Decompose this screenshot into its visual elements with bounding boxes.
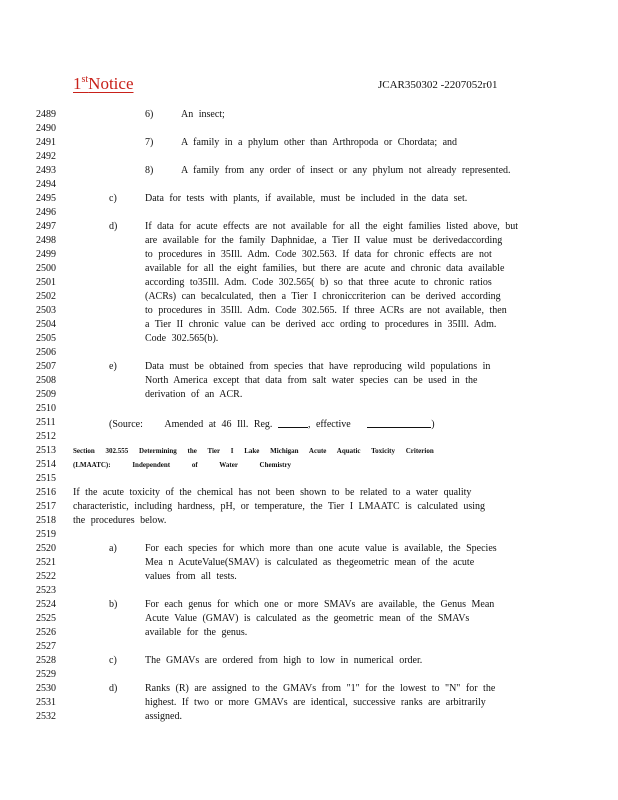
paragraph-line: Data must be obtained from species that have reproducing wild populations in	[145, 361, 491, 372]
paragraph-line: a Tier II chronic value can be derived acc ording to procedures in 35Ill. Adm.	[145, 319, 497, 330]
line-number: 2494	[36, 179, 56, 190]
line-number: 2515	[36, 473, 56, 484]
subsection-label: a)	[109, 543, 117, 554]
line-number: 2529	[36, 669, 56, 680]
line-number: 2489	[36, 109, 56, 120]
line-number: 2516	[36, 487, 56, 498]
paragraph-line: If data for acute effects are not available for all the eight families listed above, but	[145, 221, 519, 232]
paragraph-line: North America except that data from salt water species can be used in the	[145, 375, 478, 386]
line-number: 2512	[36, 431, 56, 442]
register-blank	[278, 416, 308, 428]
line-number: 2497	[36, 221, 56, 232]
effective-date-blank	[367, 416, 431, 428]
source-close: )	[431, 419, 435, 430]
subsection-label: d)	[109, 683, 118, 694]
notice-ordinal: 1	[73, 74, 82, 93]
paragraph-line: the procedures below.	[73, 515, 167, 526]
line-number: 2530	[36, 683, 56, 694]
line-number: 2524	[36, 599, 56, 610]
line-number: 2501	[36, 277, 56, 288]
paragraph-line: to procedures in 35Ill. Adm. Code 302.565. If three ACRs are not available, then	[145, 305, 507, 316]
line-number: 2491	[36, 137, 56, 148]
line-number: 2517	[36, 501, 56, 512]
line-number: 2513	[36, 445, 56, 456]
line-number: 2505	[36, 333, 56, 344]
line-number: 2508	[36, 375, 56, 386]
document-code: JCAR350302 -2207052r01	[378, 79, 498, 91]
line-number: 2504	[36, 319, 56, 330]
paragraph-line: assigned.	[145, 711, 182, 722]
line-number: 2500	[36, 263, 56, 274]
line-number: 2520	[36, 543, 56, 554]
item-number: 6)	[145, 109, 154, 120]
line-number: 2511	[36, 417, 56, 428]
paragraph-line: Data for tests with plants, if available, must be included in the data set.	[145, 193, 468, 204]
line-number: 2502	[36, 291, 56, 302]
line-number: 2499	[36, 249, 56, 260]
line-number: 2518	[36, 515, 56, 526]
line-number: 2531	[36, 697, 56, 708]
paragraph-line: (ACRs) can becalculated, then a Tier I chroniccriterion can be derived according	[145, 291, 501, 302]
paragraph-line: Acute Value (GMAV) is calculated as the geometric mean of the SMAVs	[145, 613, 470, 624]
paragraph-line: Code 302.565(b).	[145, 333, 219, 344]
source-label: (Source:	[109, 419, 143, 430]
line-number: 2525	[36, 613, 56, 624]
item-text: A family in a phylum other than Arthropoda or Chordata; and	[181, 137, 458, 148]
line-number: 2510	[36, 403, 56, 414]
paragraph-line: Ranks (R) are assigned to the GMAVs from "1" for the lowest to "N" for the	[145, 683, 496, 694]
line-number: 2522	[36, 571, 56, 582]
paragraph-line: available for all the eight families, but there are acute and chronic data available	[145, 263, 505, 274]
paragraph-line: Mea n AcuteValue(SMAV) is calculated as thegeometric mean of the acute	[145, 557, 475, 568]
line-number: 2503	[36, 305, 56, 316]
line-number: 2509	[36, 389, 56, 400]
line-number: 2523	[36, 585, 56, 596]
subsection-label: c)	[109, 655, 117, 666]
line-number: 2532	[36, 711, 56, 722]
item-text: An insect;	[181, 109, 225, 120]
paragraph-line: derivation of an ACR.	[145, 389, 243, 400]
notice-ordinal-suffix: st	[81, 74, 89, 85]
paragraph-line: For each genus for which one or more SMAVs are available, the Genus Mean	[145, 599, 495, 610]
section-heading-line: Section 302.555 Determining the Tier I Lake Michigan Acute Aquatic Toxicity Criterion	[73, 447, 434, 455]
subsection-label: c)	[109, 193, 117, 204]
item-number: 7)	[145, 137, 154, 148]
line-number: 2492	[36, 151, 56, 162]
paragraph-line: according to35Ill. Adm. Code 302.565( b) so that three acute to chronic ratios	[145, 277, 492, 288]
paragraph-line: highest. If two or more GMAVs are identical, successive ranks are arbitrarily	[145, 697, 486, 708]
paragraph-line: are available for the family Daphnidae, a Tier II value must be derivedaccording	[145, 235, 503, 246]
subsection-label: d)	[109, 221, 118, 232]
section-heading-line: (LMAATC): Independent of Water Chemistry	[73, 461, 292, 469]
paragraph-line: characteristic, including hardness, pH, or temperature, the Tier I LMAATC is calculated using	[73, 501, 486, 512]
subsection-label: b)	[109, 599, 118, 610]
line-number: 2519	[36, 529, 56, 540]
line-number: 2521	[36, 557, 56, 568]
line-number: 2493	[36, 165, 56, 176]
line-number: 2527	[36, 641, 56, 652]
paragraph-line: to procedures in 35Ill. Adm. Code 302.563. If data for chronic effects are not	[145, 249, 492, 260]
paragraph-line: available for the genus.	[145, 627, 248, 638]
paragraph-line: If the acute toxicity of the chemical has not been shown to be related to a water quality	[73, 487, 472, 498]
source-amended: Amended at 46 Ill. Reg.	[164, 419, 273, 430]
subsection-label: e)	[109, 361, 117, 372]
line-number: 2528	[36, 655, 56, 666]
source-effective: , effective	[307, 419, 351, 430]
notice-word: Notice	[88, 74, 134, 93]
paragraph-line: For each species for which more than one acute value is available, the Species	[145, 543, 497, 554]
line-number: 2490	[36, 123, 56, 134]
line-number: 2526	[36, 627, 56, 638]
item-text: A family from any order of insect or any phylum not already represented.	[181, 165, 511, 176]
line-number: 2496	[36, 207, 56, 218]
line-number: 2506	[36, 347, 56, 358]
line-number: 2507	[36, 361, 56, 372]
line-number: 2498	[36, 235, 56, 246]
item-number: 8)	[145, 165, 154, 176]
notice-heading	[73, 74, 148, 94]
source-note	[109, 416, 435, 430]
paragraph-line: values from all tests.	[145, 571, 237, 582]
paragraph-line: The GMAVs are ordered from high to low in numerical order.	[145, 655, 423, 666]
line-number: 2495	[36, 193, 56, 204]
line-number: 2514	[36, 459, 56, 470]
